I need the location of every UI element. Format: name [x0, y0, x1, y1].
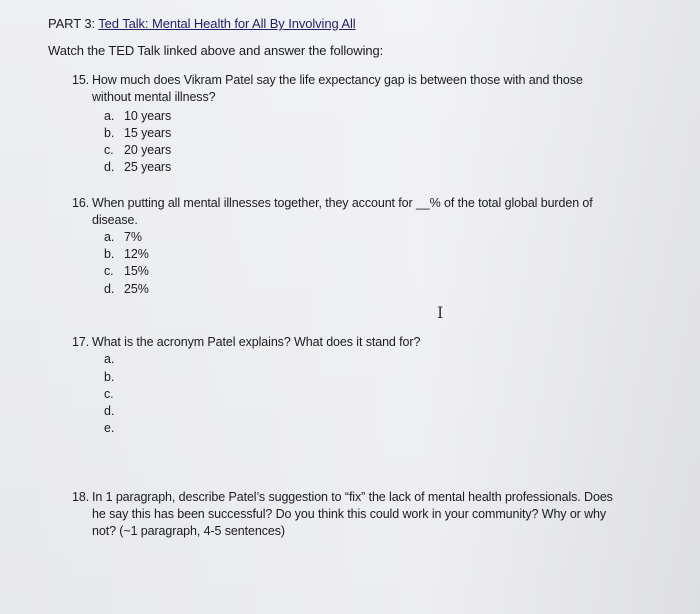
option-letter: d.: [104, 404, 115, 418]
question-number: 17.: [72, 335, 90, 349]
option-letter: b.: [104, 247, 115, 261]
question-16: [72, 196, 593, 210]
option-text: 15 years: [124, 126, 172, 140]
option-text: 25 years: [124, 160, 172, 174]
question-number: 16.: [72, 196, 90, 210]
option-letter: c.: [104, 387, 114, 401]
option-letter: a.: [104, 109, 115, 123]
option-letter: b.: [104, 370, 115, 384]
option-letter: d.: [104, 160, 115, 174]
question-text-continued: disease.: [92, 213, 138, 227]
option-16a: [104, 230, 142, 244]
option-text: 25%: [124, 282, 149, 296]
option-letter: b.: [104, 126, 115, 140]
question-text-continued: without mental illness?: [92, 90, 216, 104]
question-number: 18.: [72, 490, 90, 504]
question-18: [72, 490, 613, 504]
question-17: [72, 335, 420, 349]
part-label: PART 3:: [48, 16, 95, 31]
option-text: 20 years: [124, 143, 172, 157]
question-text: How much does Vikram Patel say the life expectancy gap is between those with and those: [92, 73, 583, 87]
option-letter: a.: [104, 230, 115, 244]
option-text: 10 years: [124, 109, 172, 123]
question-text-continued: not? (~1 paragraph, 4-5 sentences): [92, 524, 285, 538]
option-15b: [104, 126, 171, 140]
option-letter: e.: [104, 421, 115, 435]
question-text: When putting all mental illnesses together, they account for __% of the total global burden of: [92, 196, 593, 210]
question-text: In 1 paragraph, describe Patel’s suggestion to “fix” the lack of mental health professionals. Does: [92, 490, 613, 504]
option-15c: [104, 143, 171, 157]
option-17e: [104, 421, 124, 435]
option-17a: [104, 352, 124, 366]
option-letter: c.: [104, 264, 114, 278]
option-15d: [104, 160, 171, 174]
part-heading: [48, 16, 356, 31]
question-15: [72, 73, 583, 87]
option-17b: [104, 370, 124, 384]
option-15a: [104, 109, 171, 123]
option-text: 7%: [124, 230, 142, 244]
option-16c: [104, 264, 149, 278]
option-letter: d.: [104, 282, 115, 296]
option-letter: c.: [104, 143, 114, 157]
option-17d: [104, 404, 124, 418]
instructions: Watch the TED Talk linked above and answer the following:: [48, 43, 384, 58]
option-text: 15%: [124, 264, 149, 278]
option-17c: [104, 387, 124, 401]
question-text-continued: he say this has been successful? Do you think this could work in your community? Why or why: [92, 507, 607, 521]
question-text: What is the acronym Patel explains? What does it stand for?: [92, 335, 421, 349]
option-letter: a.: [104, 352, 115, 366]
option-16d: [104, 282, 149, 296]
part-title-link[interactable]: Ted Talk: Mental Health for All By Involving All: [98, 16, 356, 31]
option-16b: [104, 247, 149, 261]
text-cursor-icon: I: [437, 303, 444, 322]
option-text: 12%: [124, 247, 149, 261]
question-number: 15.: [72, 73, 90, 87]
